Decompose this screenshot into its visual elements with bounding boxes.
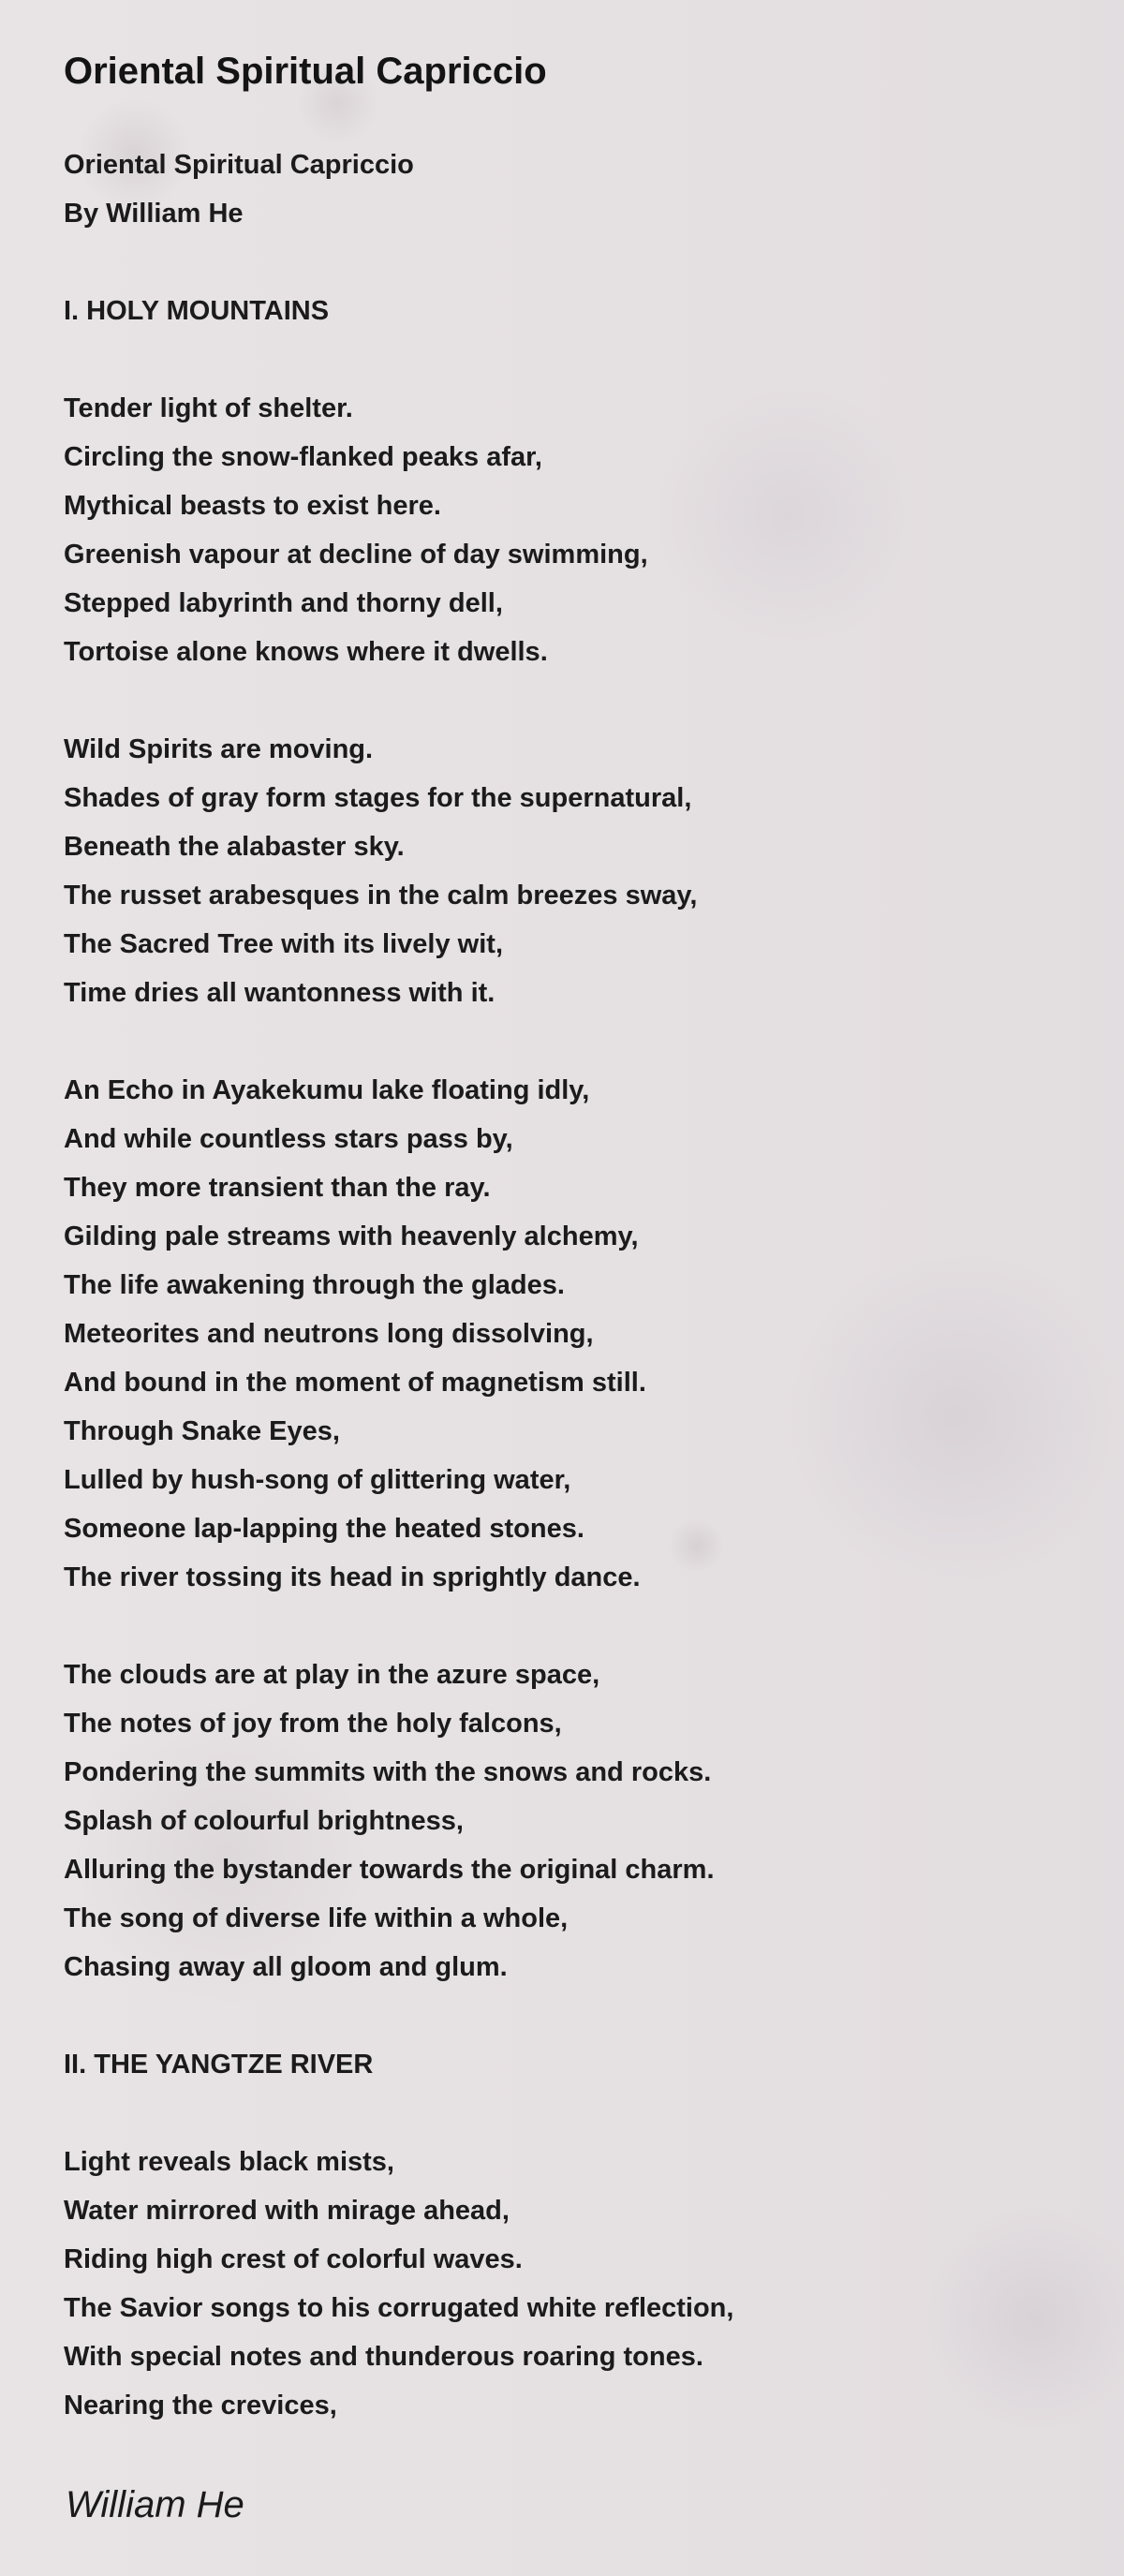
poem-line: Chasing away all gloom and glum. xyxy=(64,1952,508,1982)
poem-line: Shades of gray form stages for the supernatural, xyxy=(64,783,692,813)
poem-line: They more transient than the ray. xyxy=(64,1173,491,1203)
poem-line: Alluring the bystander towards the original charm. xyxy=(64,1855,715,1885)
poem-line: Splash of colourful brightness, xyxy=(64,1806,464,1836)
poem-line: The Sacred Tree with its lively wit, xyxy=(64,929,503,959)
poem-line: Nearing the crevices, xyxy=(64,2391,337,2421)
poem-line: II. THE YANGTZE RIVER xyxy=(64,2050,374,2080)
poem-line: Mythical beasts to exist here. xyxy=(64,491,441,521)
poem-line: The notes of joy from the holy falcons, xyxy=(64,1709,562,1739)
poem-line: The life awakening through the glades. xyxy=(64,1270,565,1300)
poem-line: Light reveals black mists, xyxy=(64,2147,394,2177)
poem-line: Greenish vapour at decline of day swimming, xyxy=(64,540,648,570)
poem-line: By William He xyxy=(64,199,244,229)
poem-line: The clouds are at play in the azure space, xyxy=(64,1660,600,1690)
stanza-break xyxy=(64,1602,1075,1651)
poem-body xyxy=(64,141,1075,2430)
poem-line: And while countless stars pass by, xyxy=(64,1124,513,1154)
poem-line: The river tossing its head in sprightly dance. xyxy=(64,1562,641,1592)
poem-line: With special notes and thunderous roaring tones. xyxy=(64,2342,703,2372)
poem-line: The russet arabesques in the calm breezes sway, xyxy=(64,881,698,910)
poem-line: Through Snake Eyes, xyxy=(64,1416,340,1446)
poem-line: Tender light of shelter. xyxy=(64,393,353,423)
stanza-break xyxy=(64,335,1075,384)
poem-line: Oriental Spiritual Capriccio xyxy=(64,150,414,180)
poem-line: Circling the snow-flanked peaks afar, xyxy=(64,442,542,472)
poem-line: Tortoise alone knows where it dwells. xyxy=(64,637,548,667)
poem-line: The song of diverse life within a whole, xyxy=(64,1903,569,1933)
poem-line: And bound in the moment of magnetism still. xyxy=(64,1368,646,1398)
poem-line: I. HOLY MOUNTAINS xyxy=(64,296,330,326)
poem-line: Pondering the summits with the snows and rocks. xyxy=(64,1757,712,1787)
stanza-break xyxy=(64,238,1075,287)
poem-line: Meteorites and neutrons long dissolving, xyxy=(64,1319,594,1349)
poem-line: Beneath the alabaster sky. xyxy=(64,832,405,862)
stanza-break xyxy=(64,1017,1075,1066)
poem-line: Riding high crest of colorful waves. xyxy=(64,2244,523,2274)
poem-line: Lulled by hush-song of glittering water, xyxy=(64,1465,571,1495)
stanza-break xyxy=(64,676,1075,725)
poem-line: Gilding pale streams with heavenly alchemy, xyxy=(64,1221,639,1251)
stanza-break xyxy=(64,2089,1075,2138)
poem-line: The Savior songs to his corrugated white reflection, xyxy=(64,2293,734,2323)
poem-line: Wild Spirits are moving. xyxy=(64,734,374,764)
page-title: Oriental Spiritual Capriccio xyxy=(64,51,547,92)
poem-line: Water mirrored with mirage ahead, xyxy=(64,2196,510,2226)
poem-page xyxy=(64,49,1075,2430)
poem-line: Stepped labyrinth and thorny dell, xyxy=(64,588,503,618)
author-signature: William He xyxy=(66,2484,244,2525)
poem-line: An Echo in Ayakekumu lake floating idly, xyxy=(64,1075,590,1105)
stanza-break xyxy=(64,1991,1075,2040)
poem-line: Time dries all wantonness with it. xyxy=(64,978,495,1008)
poem-line: Someone lap-lapping the heated stones. xyxy=(64,1514,584,1544)
